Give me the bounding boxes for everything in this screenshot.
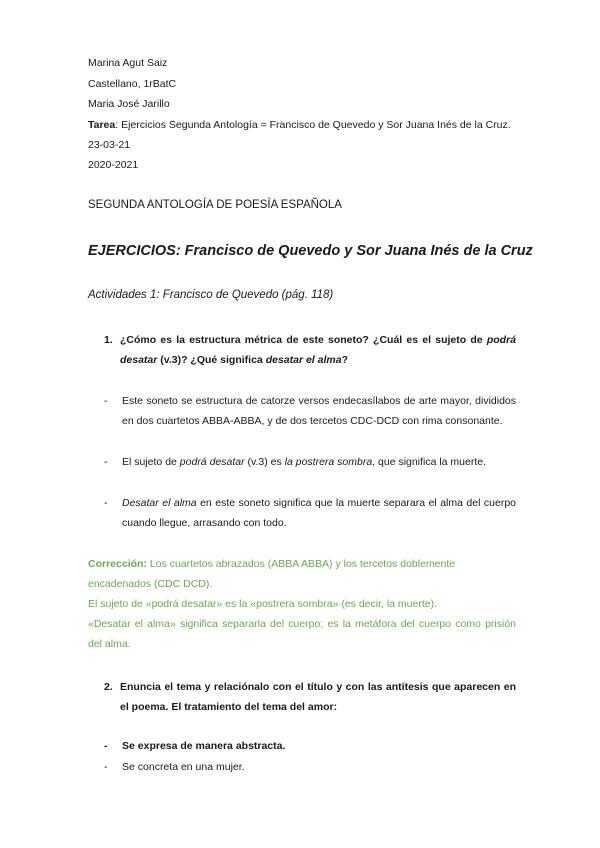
correction-line: encadenados (CDC DCD). [88,578,213,590]
question-italic: desatar el alma [265,354,342,366]
answer-text: , que significa la muerte. [372,456,487,468]
answer-text: Se concreta en una mujer. [122,761,245,773]
exercises-title: EJERCICIOS: Francisco de Quevedo y Sor Juana Inés de la Cruz [88,243,533,259]
correction-line [88,554,516,574]
course: Castellano, 1rBatC [88,78,177,90]
question-text: ? [341,354,348,366]
bullet-dash: - [104,497,108,509]
answer-italic: Desatar el alma [122,497,197,509]
answer-item [104,452,516,472]
section-title: SEGUNDA ANTOLOGÍA DE POESÍA ESPAÑOLA [88,199,342,211]
bullet-dash: - [104,761,108,773]
question-2 [104,677,516,717]
correction-text: Los cuartetos abrazados (ABBA ABBA) y los tercetos doblemente [146,558,456,570]
answer-item [104,757,516,777]
answer-text: Se expresa de manera abstracta. [122,740,286,752]
task-label: Tarea [88,119,116,131]
school-year: 2020-2021 [88,159,139,171]
answer-text: en este soneto significa que la muerte separara el alma del cuerpo cuando llegue, arrasando con todo. [122,497,516,529]
question-1 [104,330,516,370]
correction-label: Corrección: [88,558,147,570]
answer-item [104,391,516,431]
task-line [88,118,511,132]
correction-line: El sujeto de «podrá desatar» es la «postrera sombra» (es decir, la muerte). [88,598,438,610]
teacher: Maria José Jarillo [88,98,170,110]
date: 23-03-21 [88,139,131,151]
task-text: : Ejercicios Segunda Antología = Francisco de Quevedo y Sor Juana Inés de la Cruz. [115,119,511,131]
correction-line: «Desatar el alma» significa separarla del cuerpo; es la metáfora del cuerpo como prisión del alma. [88,618,516,650]
activity-title: Actividades 1: Francisco de Quevedo (pág. 118) [88,289,334,301]
question-text: (v.3)? ¿Qué significa [157,354,266,366]
question-number: 2. [104,681,113,693]
question-text: Enuncia el tema y relaciónalo con el título y con las antítesis que aparecen en el poema. El tratamiento del tema del amor: [120,681,516,713]
answer-italic: la postrera sombra [284,456,373,468]
student-name: Marina Agut Saiz [88,57,168,69]
answer-text: Este soneto se estructura de catorze versos endecasílabos de arte mayor, divididos en dos cuartetos ABBA-ABBA, y de dos tercetos CDC-DCD con rima consonante. [122,395,516,427]
bullet-dash: - [104,456,108,468]
answer-item [104,493,516,533]
answer-italic: podrá desatar [179,456,245,468]
answer-item [104,736,516,756]
answer-text: El sujeto de [122,456,180,468]
bullet-dash: - [104,740,108,752]
bullet-dash: - [104,395,108,407]
question-number: 1. [104,334,113,346]
question-text: ¿Cómo es la estructura métrica de este soneto? ¿Cuál es el sujeto de [120,334,487,346]
answer-text: (v.3) es [244,456,285,468]
question-italic: podrá desatar [120,334,516,366]
